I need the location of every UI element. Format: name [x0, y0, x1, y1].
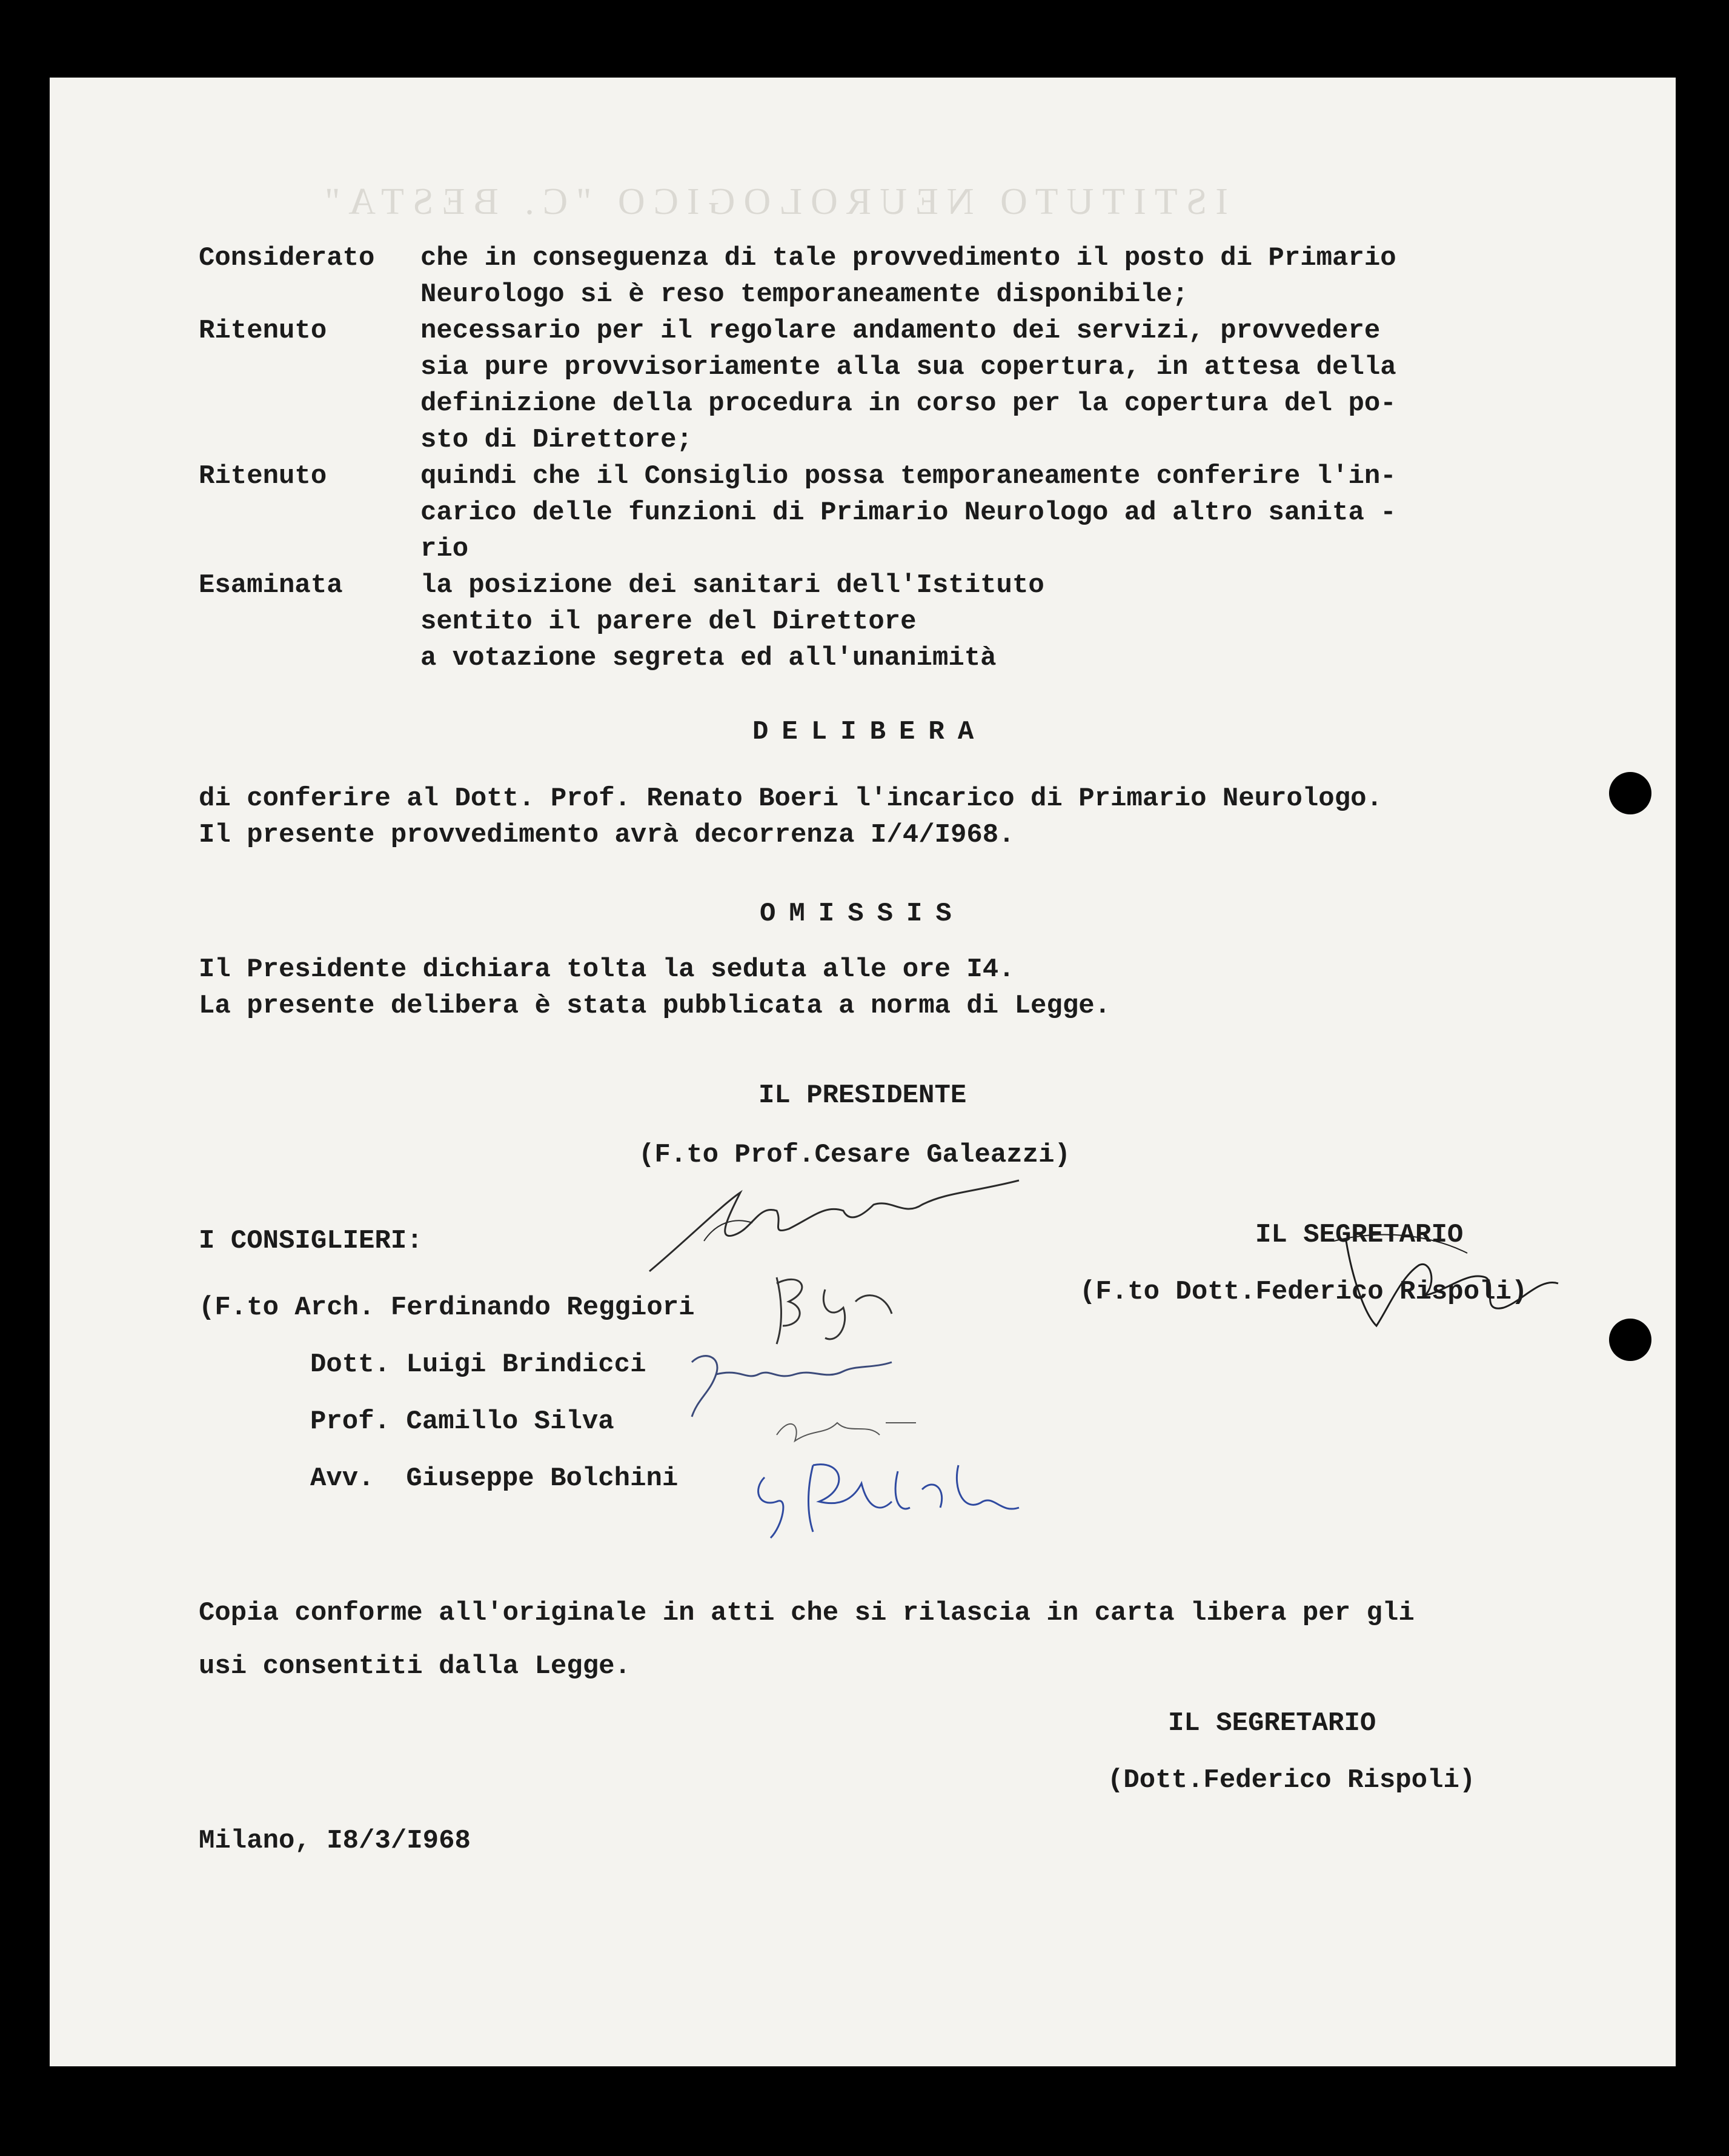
consideration-line: rio	[420, 534, 469, 564]
consideration-line: sia pure provvisoriamente alla sua copertura, in attesa della	[420, 352, 1396, 382]
president-title: IL PRESIDENTE	[758, 1080, 967, 1111]
councillor-name: Avv. Giuseppe Bolchini	[310, 1463, 679, 1494]
punch-hole	[1609, 1319, 1651, 1361]
decision-line: di conferire al Dott. Prof. Renato Boeri l'incarico di Primario Neurologo.	[199, 784, 1382, 814]
decision-line: Il presente provvedimento avrà decorrenza I/4/I968.	[199, 820, 1015, 850]
secretary-title: IL SEGRETARIO	[1168, 1708, 1376, 1738]
councillor-signature-reggiori	[765, 1265, 934, 1350]
consideration-line: che in conseguenza di tale provvedimento il posto di Primario	[420, 243, 1396, 273]
councillor-name: (F.to Arch. Ferdinando Reggiori	[199, 1293, 695, 1323]
copy-note-line: usi consentiti dalla Legge.	[199, 1651, 631, 1682]
document-page	[50, 78, 1676, 2066]
delibera-heading: DELIBERA	[752, 717, 987, 747]
councillor-name: Prof. Camillo Silva	[310, 1406, 614, 1437]
consideration-line: carico delle funzioni di Primario Neurologo ad altro sanita -	[420, 497, 1396, 528]
consideration-label-ritenuto: Ritenuto	[199, 316, 327, 346]
consideration-line: sto di Direttore;	[420, 425, 692, 455]
councillor-name: Dott. Luigi Brindicci	[310, 1349, 646, 1380]
place-date: Milano, I8/3/I968	[199, 1826, 471, 1856]
consideration-label-ritenuto-2: Ritenuto	[199, 461, 327, 491]
president-name: (F.to Prof.Cesare Galeazzi)	[639, 1140, 1070, 1170]
consideration-label-considerato: Considerato	[199, 243, 375, 273]
closing-line: La presente delibera è stata pubblicata a norma di Legge.	[199, 991, 1111, 1021]
councillor-signature-bolchini	[740, 1441, 1055, 1550]
copy-note-line: Copia conforme all'originale in atti che si rilascia in carta libera per gli	[199, 1598, 1415, 1628]
consideration-line: necessario per il regolare andamento dei servizi, provvedere	[420, 316, 1381, 346]
consideration-label-esaminata: Esaminata	[199, 570, 343, 601]
councillors-title: I CONSIGLIERI:	[199, 1226, 423, 1256]
consideration-line: definizione della procedura in corso per la copertura del po-	[420, 388, 1396, 419]
consideration-line: sentito il parere del Direttore	[420, 607, 917, 637]
punch-hole	[1609, 772, 1651, 814]
omissis-heading: OMISSIS	[760, 899, 965, 929]
secretary-name: (Dott.Federico Rispoli)	[1107, 1765, 1476, 1795]
consideration-line: Neurologo si è reso temporaneamente disponibile;	[420, 279, 1189, 310]
bleed-through-header: ISTITUTO NEUROLOGICO "C. BESTA"	[316, 181, 1228, 222]
consideration-line: la posizione dei sanitari dell'Istituto	[420, 570, 1044, 601]
secretary-signature	[1310, 1217, 1564, 1338]
closing-line: Il Presidente dichiara tolta la seduta alle ore I4.	[199, 954, 1015, 985]
secretary-signed-name: (F.to Dott.Federico Rispoli)	[1080, 1277, 1528, 1307]
consideration-line: a votazione segreta ed all'unanimità	[420, 643, 997, 673]
consideration-line: quindi che il Consiglio possa temporaneamente conferire l'in-	[420, 461, 1396, 491]
secretary-signed-title: IL SEGRETARIO	[1255, 1220, 1464, 1250]
